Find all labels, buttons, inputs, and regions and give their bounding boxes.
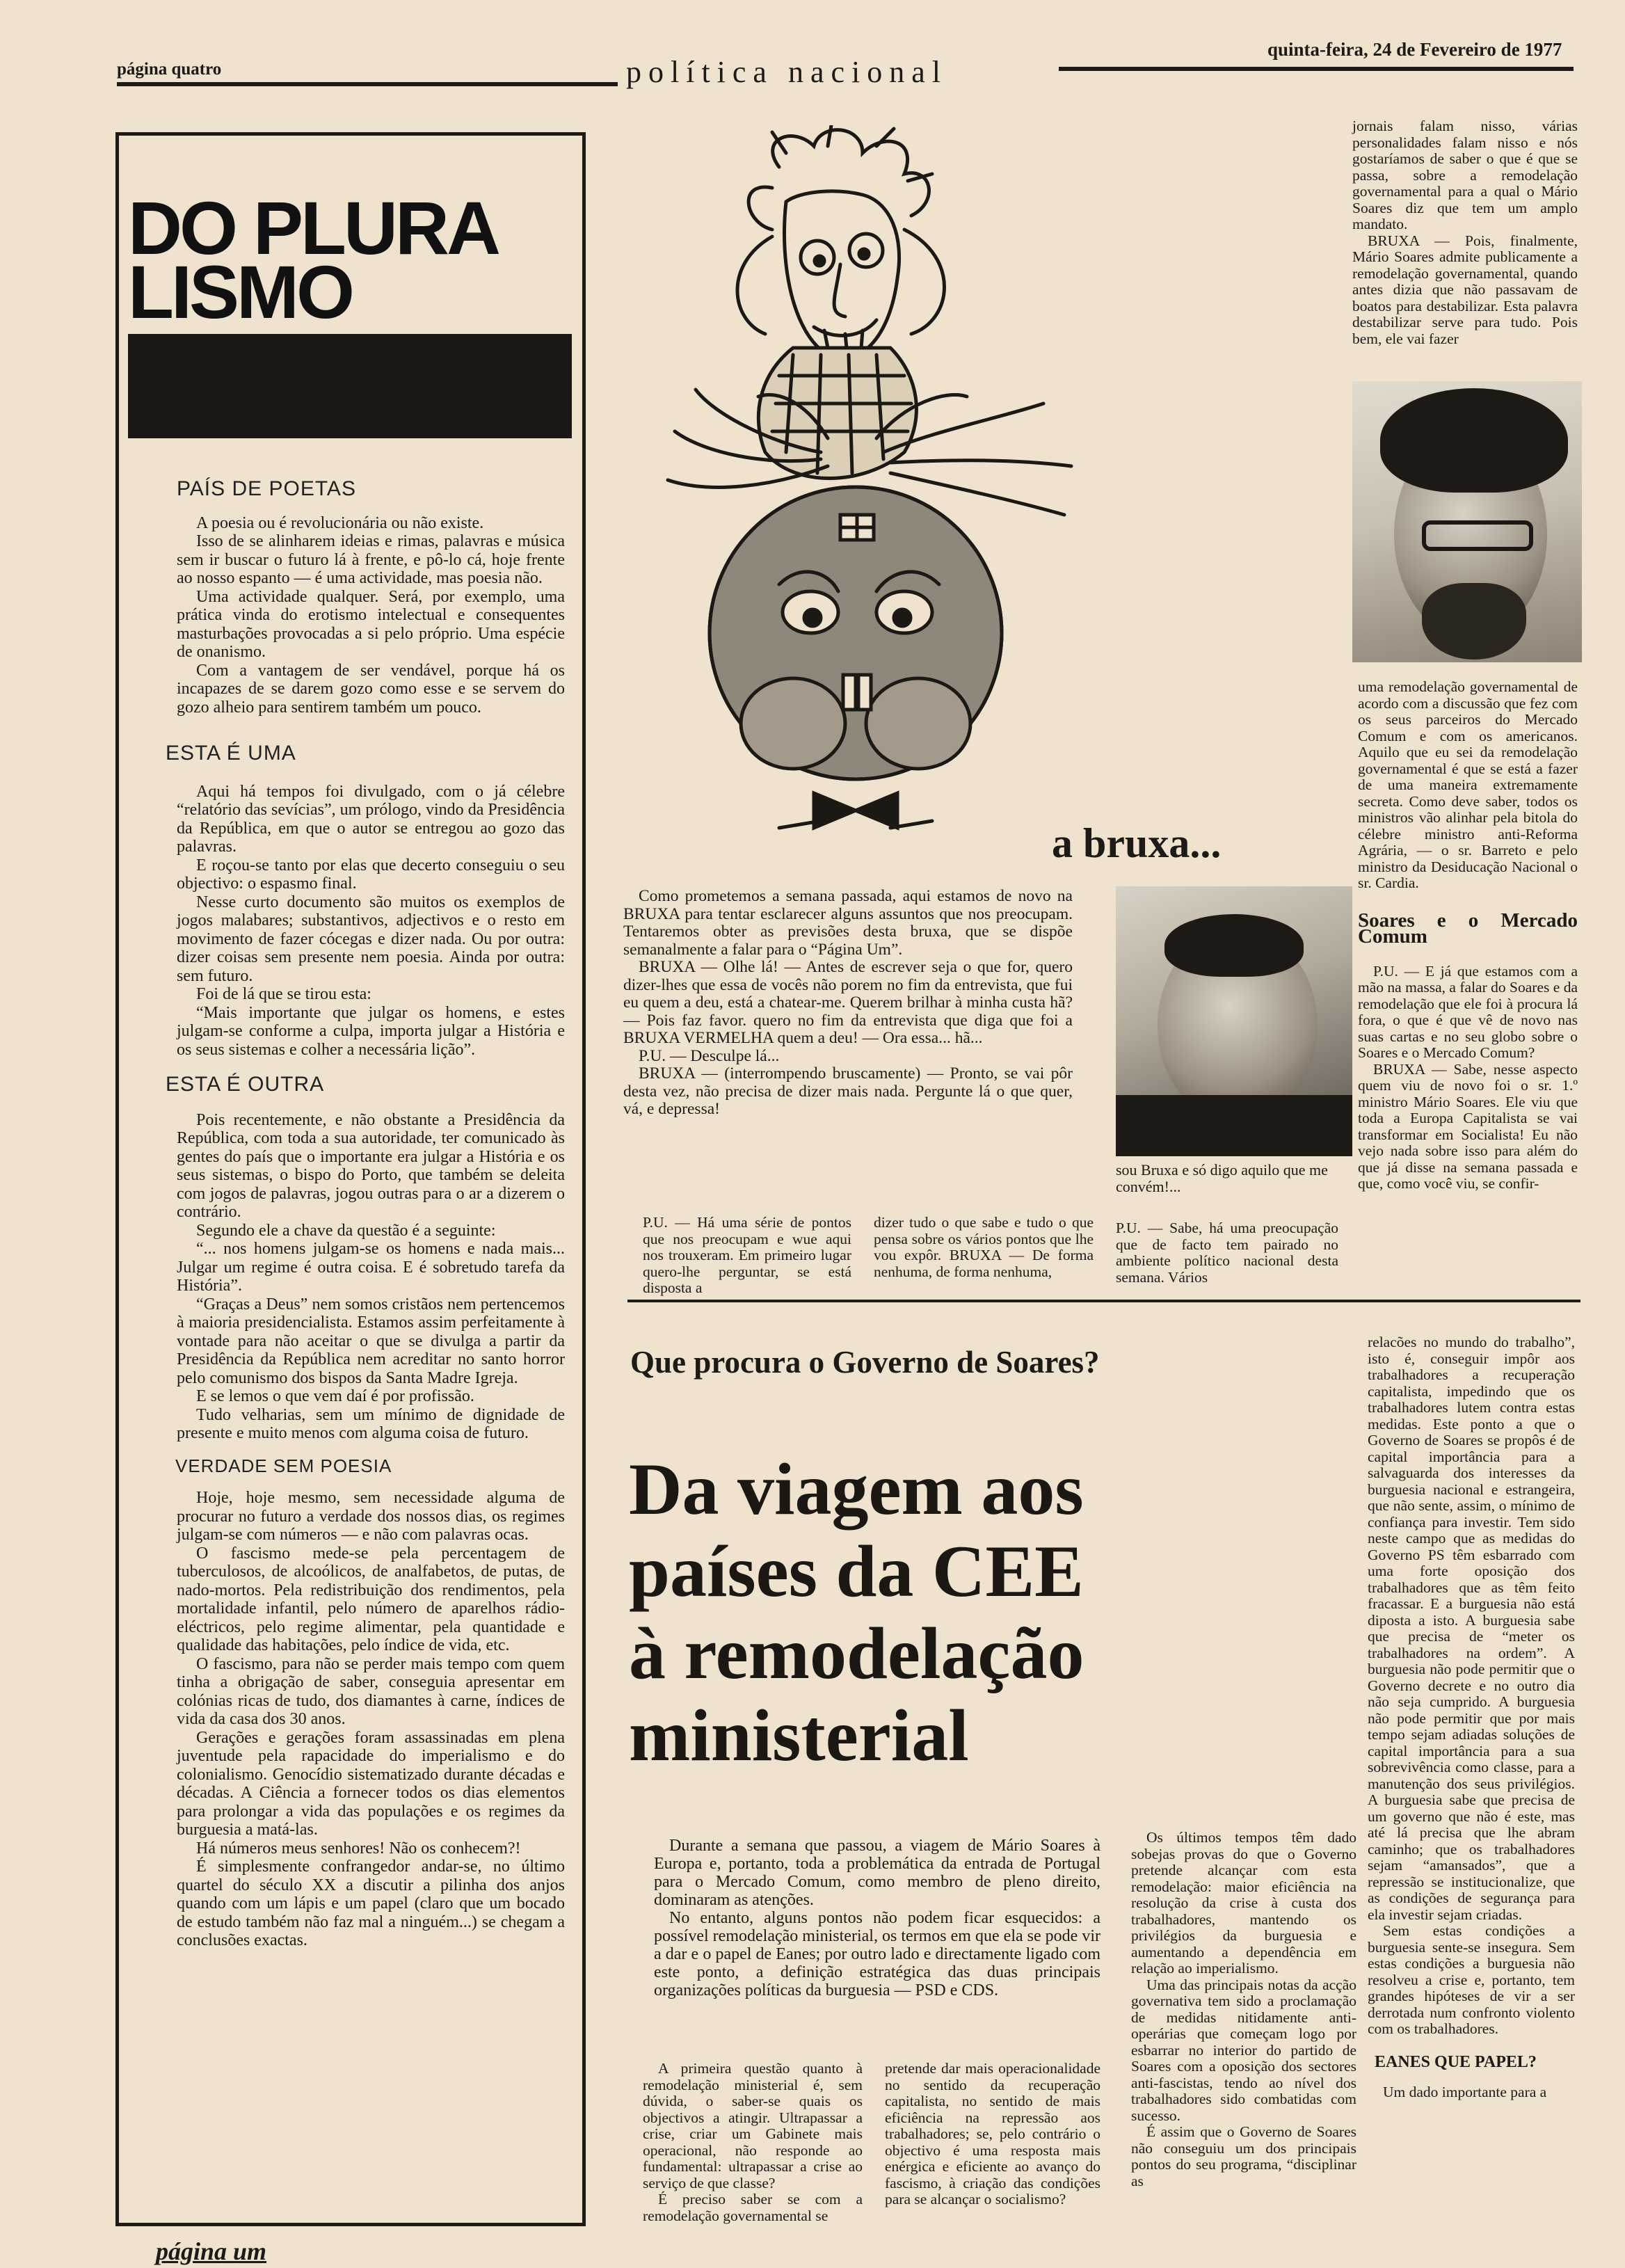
paragraph: Com a vantagem de ser vendável, porque há os incapazes de se darem gozo como esse e se servem do gozo alheio para sentirem também um pouco. <box>177 661 565 717</box>
paragraph: É simplesmente confrangedor andar-se, no último quartel do século XX a discutir a pilinha dos anjos quando com um lápis e um papel (claro que um bocado de estudo também não faz mal a ninguém...) se chegam a conclusões exactas. <box>177 1858 565 1949</box>
paragraph: Nesse curto documento são muitos os exemplos de jogos malabares; substantivos, adjectivos e o resto em movimento de fazer cócegas e dizer nada. Ou por outra: dizer coisas sem presente nem poesia. Ainda por outra: sem futuro. <box>177 893 565 985</box>
paragraph: Segundo ele a chave da questão é a seguinte: <box>196 1221 496 1240</box>
headline-line: ministerial <box>629 1695 969 1776</box>
headline-line: países da CEE <box>629 1531 1084 1612</box>
article-headline <box>629 1448 1338 1777</box>
title-black-bar <box>128 334 572 438</box>
bruxa-right-top <box>1352 118 1578 347</box>
section-head: ESTA É UMA <box>166 742 296 765</box>
paragraph: “... nos homens julgam-se os homens e nada mais... Julgar um regime é outra coisa. E é sobretudo tarefa da História”. <box>177 1240 565 1295</box>
right-subhead: Soares e o Mercado Comum <box>1358 909 1578 948</box>
article-lead <box>654 1837 1100 1999</box>
section-head: PAÍS DE POETAS <box>177 477 356 500</box>
column-title-line1: DO PLURA <box>128 186 498 270</box>
young-man-photo <box>1352 381 1582 662</box>
section-head: VERDADE SEM POESIA <box>175 1455 392 1476</box>
section-divider <box>627 1300 1580 1302</box>
paragraph: BRUXA — Pois, finalmente, Mário Soares admite publicamente a remodelação governamental, quando antes dizia que não passavam de boatos para destabilizar. Esta palavra destabilizar serve para tudo. Pois bem, ele vai fazer <box>1352 232 1578 347</box>
column-title-line2: LISMO <box>128 250 352 334</box>
pluralismo-text <box>166 477 565 1950</box>
paragraph: E se lemos o que vem daí é por profissão. <box>196 1387 474 1405</box>
man-glasses <box>1422 520 1533 551</box>
column-title <box>128 186 572 334</box>
witch-caption: a bruxa... <box>1052 820 1222 866</box>
bruxa-q1a: P.U. — Há uma série de pontos que nos preocupam e wue aqui nos trouxeram. Em primeiro lugar quero-lhe perguntar, se está disposta a <box>643 1214 851 1296</box>
paragraph: Os últimos tempos têm dado sobejas provas do que o Governo pretende alcançar com esta remodelação: maior eficiência na resolução da crise à custa dos trabalhadores, mantendo os privilégios da burguesia e aumentando a dependência em relação ao imperialismo. <box>1131 1829 1356 1976</box>
paragraph: Gerações e gerações foram assassinadas em plena juventude pela rapacidade do imperialismo e do colonialismo. Genocídio sistematizado durante décadas e décadas. A Ciência a fornecer todos os dias elementos para prolongar a vida das populações e os regimes da burguesia a matá-las. <box>177 1728 565 1839</box>
paragraph: Durante a semana que passou, a viagem de Mário Soares à Europa e, portanto, toda a problemática da entrada de Portugal para o Mercado Comum, como membro de pleno direito, dominaram as atenções. <box>654 1837 1100 1909</box>
paragraph: Tudo velharias, sem um mínimo de dignidade de presente e muito menos com alguma coisa de futuro. <box>177 1405 565 1442</box>
paragraph: relacões no mundo do trabalho”, isto é, conseguir impôr aos trabalhadores a recuperação capitalista, impedindo que os trabalhadores lutem contra estas medidas. Este ponto a que o Governo de Soares se propôs é de capital importância para a salvaguarda dos interesses da burguesia nacional e estrangeira, que não sente, assim, o mínimo de confiança para investir. Tem sido neste campo que as medidas do Governo PS têm esbarrado com uma forte oposição dos trabalhadores que as têm feito fracassar. E a burguesia não está diposta a isto. A burguesia sabe que precisa de “meter os trabalhadores na ordem”. A burguesia não pode permitir que o Governo decrete e no outro dia não seja cumprido. A burguesia não pode permitir que por mais tempo sejam adiadas soluções de capital importância para a sua sobrevivência como classe, para a manutenção dos seus privilégios. A burguesia sabe que precisa de um governo que não é este, mas até lá precisa que lhe abram caminho; que os trabalhadores sejam “amansados”, que a repressão se institucionalize, que as condições de segurança para ela investir sejam criadas. <box>1368 1334 1575 1923</box>
paragraph: A poesia ou é revolucionária ou não existe. <box>196 513 484 532</box>
paragraph: Pois recentemente, e não obstante a Presidência da República, com toda a sua autoridade, ter comunicado às gentes do país que o importante era julgar a História e os seus sistemas, o bispo do Porto, que também se deleita com jogos de palavras, jogou outras para o ar a dizerem o contrário. <box>177 1110 565 1221</box>
paragraph: E roçou-se tanto por elas que decerto conseguiu o seu objectivo: o espasmo final. <box>177 856 565 893</box>
issue-date: quinta-feira, 24 de Fevereiro de 1977 <box>1267 39 1562 60</box>
paragraph: BRUXA — (interrompendo bruscamente) — Pronto, se vai pôr desta vez, não precisa de dizer mais nada. Pergunte lá o que quer, vá, e depressa! <box>623 1064 1073 1118</box>
paragraph: Hoje, hoje mesmo, sem necessidade alguma de procurar no futuro a verdade dos nossos dias, os regimes julgam-se com números — e não com palavras ocas. <box>177 1489 565 1544</box>
soares-hair <box>1164 914 1304 977</box>
paragraph: P.U. — E já que estamos com a mão na massa, a falar do Soares e da remodelação que ele foi à procura lá fora, o que é que vê de novo nas suas cartas e no seu globo sobre o Soares e o Mercado Comum? <box>1358 962 1578 1061</box>
paragraph: Como prometemos a semana passada, aqui estamos de novo na BRUXA para tentar esclarecer alguns assuntos que nos preocupam. Tentaremos obter as previsões desta bruxa, que se dispõe semanalmente a falar para o “Página Um”. <box>623 887 1073 959</box>
page-label: página quatro <box>117 60 222 79</box>
paragraph: Uma das principais notas da acção governativa tem sido a proclamação de medidas nitidamente anti-operárias que começam logo por esbarrar no interior do partido de Soares com a oposição dos sectores anti-fascistas, tendo ao nível dos trabalhadores sido combatidas com sucesso. <box>1131 1976 1356 2124</box>
section-title: política nacional <box>626 55 947 89</box>
bruxa-right-mid <box>1358 679 1578 1192</box>
witch-illustration <box>654 125 1099 863</box>
header-rule-right <box>1059 67 1574 71</box>
bruxa-q1c: P.U. — Sabe, há uma preocupação que de facto tem pairado no ambiente político nacional desta semana. Vários <box>1116 1220 1338 1286</box>
header-rule-left <box>117 82 618 86</box>
footer-label: página um <box>156 2237 267 2265</box>
article-col-a <box>643 2061 863 2224</box>
article-col-c <box>1131 1830 1356 2189</box>
paragraph: jornais falam nisso, várias personalidades falam nisso e nós gostaríamos de saber o que é que se passa, sobre a remodelação governamental para a qual o Mário Soares diz que tem um amplo mandato. <box>1352 118 1578 232</box>
paragraph: O fascismo mede-se pela percentagem de tuberculosos, de alcoólicos, de analfabetos, de putas, de nado-mortos. Pela redistribuição dos rendimentos, pela mortalidade infantil, pelo número de aparelhos rádio-eléctricos, pelo regime alimentar, pela quantidade e qualidade das habitações, pelo índice de vida, etc. <box>177 1544 565 1654</box>
paragraph: BRUXA — Olhe lá! — Antes de escrever seja o que for, quero dizer-lhes que essa de vocês não porem no fim da entrevista, que fui eu quem a deu, está a chatear-me. Querem brilhar à minha custa hã? — Pois faz favor. quero no fim da entrevista que diga que foi a BRUXA VERMELHA quem a deu! — Ora essa... hã... <box>623 958 1073 1047</box>
photo-caption: sou Bruxa e só digo aquilo que me convém!... <box>1116 1161 1328 1195</box>
man-beard <box>1422 583 1526 660</box>
bruxa-intro <box>623 888 1073 1119</box>
paragraph: Aqui há tempos foi divulgado, com o já célebre “relatório das sevícias”, um prólogo, vindo da Presidência da República, em que o autor se entregou ao gozo das palavras. <box>177 782 565 856</box>
paragraph: Uma actividade qualquer. Será, por exemplo, uma prática vinda do erotismo intelectual e consequentes masturbações provocadas a si pelo próprio. Uma espécie de onanismo. <box>177 587 565 661</box>
soares-suit <box>1116 1095 1352 1156</box>
paragraph: uma remodelação governamental de acordo com a discussão que fez com os seus parceiros do Mercado Comum e com os americanos. Aquilo que eu sei da remodelação governamental é que se está a fazer de uma maneira extremamente secreta. Como deve saber, todos os ministros vão alinhar pela bitola do célebre ministro anti-Reforma Agrária, — o sr. Barreto e pelo ministro da Desiducação Nacional o sr. Cardia. <box>1358 678 1578 891</box>
article-kicker: Que procura o Governo de Soares? <box>630 1345 1100 1380</box>
paragraph: BRUXA — Sabe, nesse aspecto quem viu de novo foi o sr. 1.º ministro Mário Soares. Ele viu que toda a Europa Capitalista se vai transformar em Socialista! Eu não vejo nada sobre isso para além do que já disse na semana passada e que, como você viu, se confir- <box>1358 1060 1578 1192</box>
paragraph: A primeira questão quanto à remodelação ministerial é, sem dúvida, o saber-se quais os objectivos a atingir. Ultrapassar a crise, criar um Gabinete mais operacional, não responde ao fundamental: ultrapassar a crise ao serviço de que classe? <box>643 2060 863 2191</box>
paragraph: P.U. — Desculpe lá... <box>639 1046 780 1065</box>
soares-photo <box>1116 886 1352 1156</box>
section-head: ESTA É OUTRA <box>166 1073 325 1096</box>
paragraph: Sem estas condições a burguesia sente-se insegura. Sem estas condições a burguesia não resolveu a crise e, portanto, tem grandes hipóteses de vir a ser derrotada num confronto violento com os trabalhadores. <box>1368 1922 1575 2037</box>
headline-line: Da viagem aos <box>629 1448 1084 1530</box>
paragraph: No entanto, alguns pontos não podem ficar esquecidos: a possível remodelação ministerial, os termos em que ela se pode vir a dar e o papel de Eanes; por outro lado e directamente ligado com este ponto, a definição estratégica das duas principais organizações políticas da burguesia — PSD e CDS. <box>654 1909 1100 1999</box>
paragraph: O fascismo, para não se perder mais tempo com quem tinha a obrigação de saber, conseguia apresentar em colónias ricas de tudo, dos diamantes à carne, índices de vida da casa dos 30 anos. <box>177 1654 565 1728</box>
article-subhead: EANES QUE PAPEL? <box>1375 2052 1537 2071</box>
article-col-d <box>1368 1334 1575 2101</box>
paragraph: pretende dar mais operacionalidade no sentido da recuperação capitalista, no sentido de mais eficiência na repressão aos trabalhadores; se, pelo contrário o objectivo é uma resposta mais enérgica e eficiente ao avanço do fascismo, à criação das condições para se alcançar o socialismo? <box>885 2060 1100 2207</box>
headline-line: à remodelação <box>629 1613 1084 1694</box>
bruxa-q1b: dizer tudo o que sabe e tudo o que pensa sobre os vários pontos que lhe vou expôr. BRUXA — De forma nenhuma, de forma nenhuma, <box>874 1214 1094 1280</box>
paragraph: Foi de lá que se tirou esta: <box>196 985 371 1003</box>
article-col-b <box>885 2061 1100 2208</box>
paragraph: “Graças a Deus” nem somos cristãos nem pertencemos à maioria presidencialista. Estamos assim perfeitamente à vontade para não aceitar o que se divulga a partir da Presidência da República nem acreditar no santo horror pelo comunismo dos bispos da Santa Madre Igreja. <box>177 1295 565 1387</box>
paragraph: Um dado importante para a <box>1383 2084 1547 2100</box>
paragraph: Há números meus senhores! Não os conhecem?! <box>196 1839 521 1858</box>
paragraph: É preciso saber se com a remodelação governamental se <box>643 2191 863 2224</box>
paragraph: Isso de se alinharem ideias e rimas, palavras e música sem ir buscar o futuro lá à frente, e pô-lo cá, hoje frente ao nosso espanto — é uma actividade, mas poesia não. <box>177 532 565 587</box>
man-hair <box>1380 388 1568 493</box>
paragraph: “Mais importante que julgar os homens, e estes julgam-se conforme a culpa, importa julgar a História e os seus sistemas e colher a necessária lição”. <box>177 1003 565 1059</box>
paragraph: É assim que o Governo de Soares não conseguiu um dos principais pontos do seu programa, “disciplinar as <box>1131 2123 1356 2189</box>
